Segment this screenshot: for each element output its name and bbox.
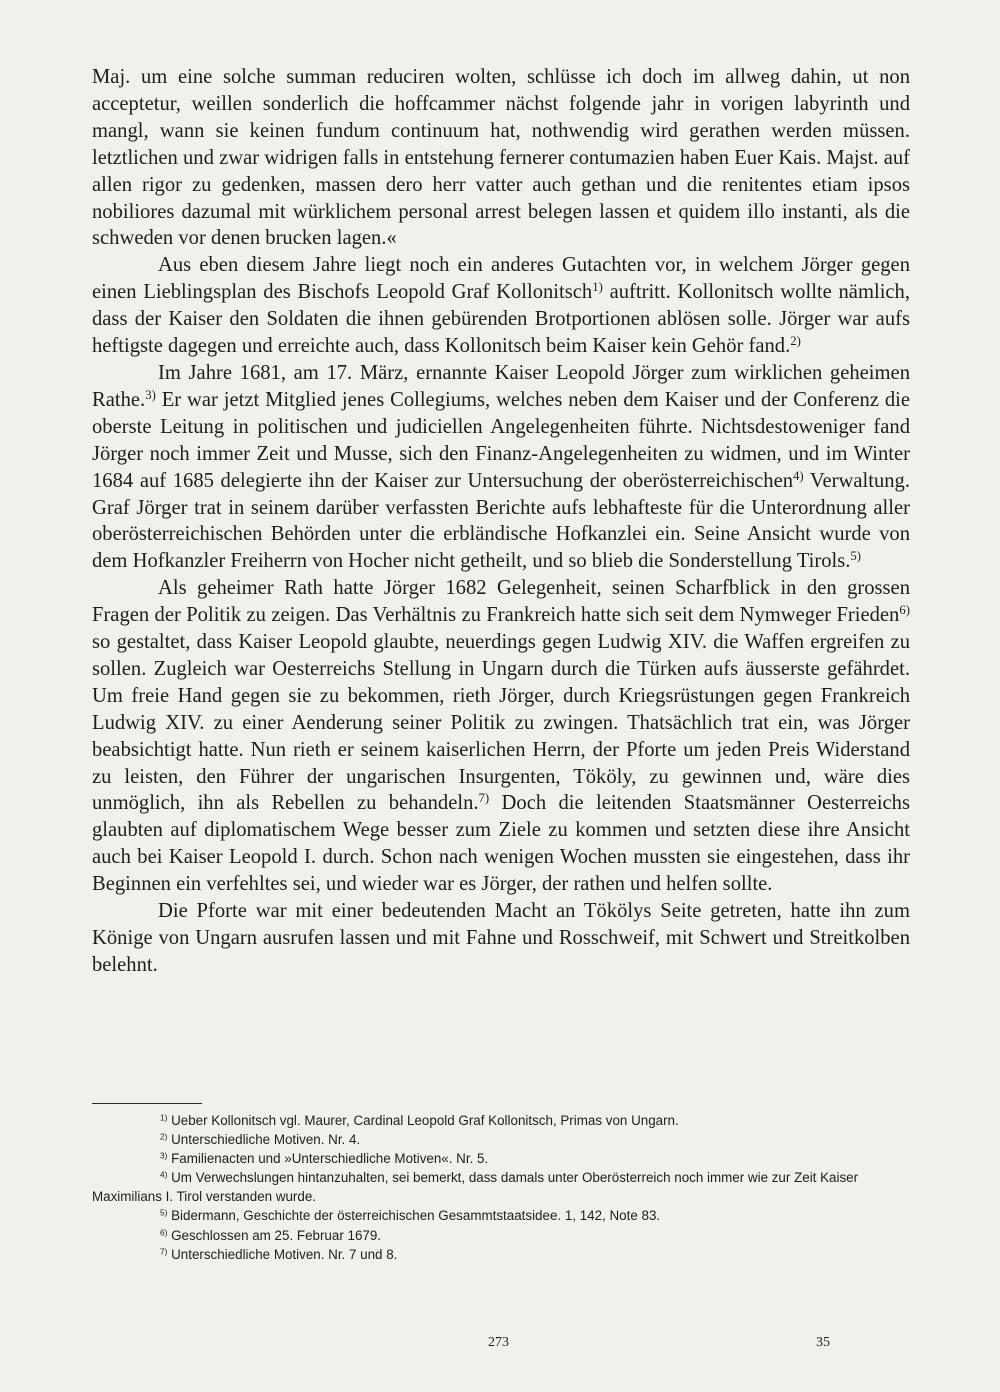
footnote-marker: 6) bbox=[899, 603, 910, 618]
footnote-separator bbox=[92, 1103, 202, 1104]
paragraph bbox=[92, 898, 910, 979]
text-run: Die Pforte war mit einer bedeutenden Macht an Tökölys Seite getreten, hatte ihn zum Könige von Ungarn ausrufen lassen und mit Fahne und Rosschweif, mit Schwert und Streitkolben belehnt. bbox=[92, 900, 910, 976]
footnote bbox=[92, 1149, 910, 1168]
footnote bbox=[92, 1111, 910, 1130]
footnotes bbox=[92, 1111, 910, 1264]
footnote-marker: 4) bbox=[160, 1169, 168, 1180]
text-run: Doch die leitenden Staatsmänner Oesterreichs glaubten auf diplomatischem Wege besser zum Ziele zu kommen und setzten diese ihre Ansicht auch bei Kaiser Leopold I. durch. Schon nach wenigen Wochen mussten sie eingestehen, dass ihr Beginnen ein verfehltes sei, und wieder war es Jörger, der rathen und helfen sollte. bbox=[92, 792, 910, 896]
paragraph bbox=[92, 64, 910, 252]
text-run: Maj. um eine solche summan reduciren wolten, schlüsse ich doch im allweg dahin, ut non acceptetur, weillen sonderlich die hoffcammer nächst folgende jahr in vorigen labyrinth und mangl, wann sie keinen fundum continuum hat, nothwendig wird gerathen werden müssen. letztlichen und zwar widrigen falls in entstehung fernerer contumazien haben Euer Kais. Majst. auf allen rigor zu gedenken, massen dero herr vatter auch gethan und die renitentes etiam ipsos nobiliores dazumal mit würklichem personal arrest belegen lassen et quidem illo instanti, als die schweden vor denen brucken lagen.« bbox=[92, 66, 910, 250]
footnote bbox=[92, 1206, 910, 1225]
footnote-marker: 5) bbox=[850, 549, 862, 564]
main-text bbox=[92, 64, 910, 979]
paragraph bbox=[92, 575, 910, 898]
footnote-marker: 7) bbox=[160, 1246, 168, 1257]
footnote-marker: 1) bbox=[592, 280, 603, 295]
text-run: Familienacten und »Unterschiedliche Motiven«. Nr. 5. bbox=[167, 1151, 489, 1167]
text-run: so gestaltet, dass Kaiser Leopold glaubte, neuerdings gegen Ludwig XIV. die Waffen ergreifen zu sollen. Zugleich war Oesterreichs Stellung in Ungarn durch die Türken aufs äusserste gefährdet. Um freie Hand gegen sie zu bekommen, rieth Jörger, durch Kriegsrüstungen gegen Frankreich Ludwig XIV. zu einer Aenderung seiner Politik zu zwingen. Thatsächlich trat ein, was Jörger beabsichtigt hatte. Nun rieth er seinem kaiserlichen Herrn, der Pforte um jeden Preis Widerstand zu leisten, den Führer der ungarischen Insurgenten, Tököly, zu gewinnen und, wäre dies unmöglich, ihn als Rebellen zu behandeln. bbox=[92, 631, 910, 815]
text-run: Aus eben diesem Jahre liegt noch ein anderes Gutachten vor, in welchem Jörger gegen einen Lieblingsplan des Bischofs Leopold Graf Kollonitsch bbox=[92, 254, 910, 304]
footnote bbox=[92, 1226, 910, 1245]
text-run: Ueber Kollonitsch vgl. Maurer, Cardinal Leopold Graf Kollonitsch, Primas von Ungarn. bbox=[167, 1113, 679, 1128]
text-run: Als geheimer Rath hatte Jörger 1682 Gelegenheit, seinen Scharfblick in den grossen Fragen der Politik zu zeigen. Das Verhältnis zu Frankreich hatte sich seit dem Nymweger Frieden bbox=[92, 577, 910, 627]
footnote bbox=[92, 1130, 910, 1149]
footnote-marker: 3) bbox=[145, 387, 156, 402]
sheet-number: 35 bbox=[816, 1335, 830, 1350]
footnote bbox=[92, 1168, 910, 1206]
text-run: Verwaltung. Graf Jörger trat in seinem darüber verfassten Berichte aufs lebhafteste für die Unterordnung aller oberösterreichischen Behörden unter die erbländische Hofkanzlei ein. Seine Ansicht wurde von dem Hofkanzler Freiherrn von Hocher nicht getheilt, und so blieb die Sonderstellung Tirols. bbox=[92, 469, 910, 573]
footnote-marker: 2) bbox=[790, 334, 801, 349]
text-run: Im Jahre 1681, am 17. März, ernannte Kaiser Leopold Jörger zum wirklichen geheimen Rathe. bbox=[92, 361, 910, 411]
paragraph bbox=[92, 252, 910, 360]
text-run: Geschlossen am 25. Februar 1679. bbox=[167, 1227, 382, 1243]
text-run: Bidermann, Geschichte der österreichischen Gesammtstaatsidee. 1, 142, Note 83. bbox=[167, 1208, 661, 1224]
paragraph bbox=[92, 360, 910, 575]
footnote-marker: 5) bbox=[160, 1207, 168, 1218]
footnote-marker: 7) bbox=[478, 791, 490, 806]
text-run: auftritt. Kollonitsch wollte nämlich, dass der Kaiser den Soldaten die ihnen gebürenden Brotportionen ablösen solle. Jörger war aufs heftigste dagegen und erreichte auch, dass Kollonitsch beim Kaiser kein Gehör fand. bbox=[92, 281, 910, 358]
footnote-marker: 6) bbox=[160, 1227, 168, 1237]
page-number: 273 bbox=[488, 1335, 509, 1350]
footnote-marker: 2) bbox=[160, 1131, 168, 1142]
footnote-marker: 3) bbox=[160, 1150, 168, 1161]
text-run: Um Verwechslungen hintanzuhalten, sei bemerkt, dass damals unter Oberösterreich noch immer wie zur Zeit Kaiser Maximilians I. Tirol verstanden wurde. bbox=[92, 1170, 859, 1205]
text-run: Unterschiedliche Motiven. Nr. 7 und 8. bbox=[167, 1246, 398, 1262]
text-run: Er war jetzt Mitglied jenes Collegiums, welches neben dem Kaiser und der Conferenz die oberste Leitung in politischen und judiciellen Angelegenheiten führte. Nichtsdestoweniger fand Jörger noch immer Zeit und Musse, sich den Finanz-Angelegenheiten zu widmen, und im Winter 1684 auf 1685 delegierte ihn der Kaiser zur Untersuchung der oberösterreichischen bbox=[92, 388, 910, 492]
footnote bbox=[92, 1245, 910, 1264]
footnote-marker: 4) bbox=[793, 468, 804, 483]
footnote-marker: 1) bbox=[160, 1112, 168, 1123]
text-run: Unterschiedliche Motiven. Nr. 4. bbox=[167, 1132, 361, 1148]
